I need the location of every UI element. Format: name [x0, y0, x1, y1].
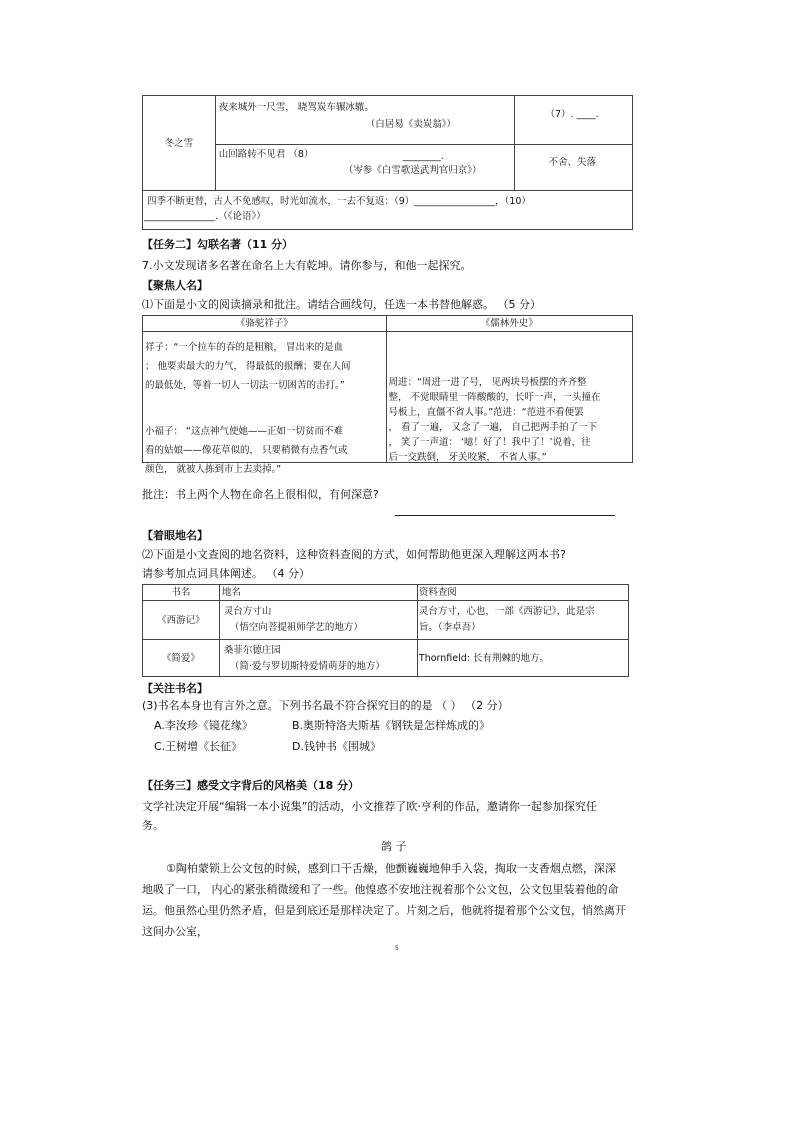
q7-text: 7.小文发现诸多名著在命名上大有乾坤。请你参与，和他一起探究。 [142, 259, 472, 272]
option-b[interactable]: B.奥斯特洛夫斯基《钢铁是怎样炼成的》 [292, 719, 491, 732]
poem-row2-cell [215, 144, 515, 190]
story-line: 地吸了一口， 内心的紧张稍微缓和了一些。他惶惑不安地注视着那个公文包，公文包里装着他的命 [142, 883, 619, 896]
option-c[interactable]: C.王树增《长征》 [154, 740, 243, 753]
place-header-place: 地名 [221, 587, 241, 598]
answer-row2-cell [515, 144, 633, 190]
q2-line2: 请参考加点词具体阐述。 （4 分） [142, 567, 310, 580]
place-row1-place [219, 601, 417, 640]
answer-line [395, 515, 615, 516]
story-line: 这间办公室， [142, 925, 208, 938]
q3-text: (3)书名本身也有言外之意。下列书名最不符合探究目的的是 （ ） （2 分） [142, 699, 509, 712]
left-p2-line: 颜色， 就被人拣到市上去卖掉。” [145, 464, 282, 475]
place-ref-line: Thornfield: 长有荆棘的地方。 [418, 653, 550, 664]
poem-row3-line1: 四季不断更替，古人不免感叹，时光如流水，一去不复返：（9）_________________，（10） [147, 196, 531, 207]
place-row2-book [143, 640, 220, 677]
poem-table [142, 95, 633, 230]
poem-row2-blank: ________. [402, 150, 444, 162]
left-p2-line: 小福子： “这点神气使她——正如一切贫而不难 [145, 426, 343, 437]
poem-row3-cell [143, 191, 633, 230]
poem-row1-source: （白居易《卖炭翁》） [365, 119, 457, 130]
place-name: 灵台方寸山 [223, 606, 272, 617]
season-label: 冬之雪 [164, 137, 194, 149]
q2-line1: ⑵下面是小文查阅的地名资料，这种资料查阅的方式，如何帮助他更深入理解这两本书? [142, 548, 566, 561]
place-h-book [143, 585, 220, 601]
place-row1-book [143, 601, 220, 640]
right-line: 整， 不觉眼睛里一阵酸酸的，长吁一声，一头撞在 [388, 392, 601, 403]
place-note: （简·爱与罗切斯特爱情萌芽的地方） [229, 661, 385, 672]
left-p1-line: ； 他要卖最大的力气， 得最低的报酬；要在人间 [145, 361, 351, 372]
book-col1-header [143, 316, 387, 332]
answer-row1: （7）. ____. [545, 109, 599, 120]
story-line: ①陶柏蒙锁上公文包的时候，感到口干舌燥，他颤巍巍地伸手入袋，掏取一支香烟点燃，深深 [166, 862, 616, 875]
left-p2-line: 看的姑娘——像花草似的， 只要稍微有点香气或 [145, 445, 348, 456]
left-para2 [145, 422, 348, 479]
poem-row2-line: 山回路转不见君 （8） [218, 148, 314, 160]
place-table [142, 584, 629, 677]
sub-place-names: 【着眼地名】 [142, 529, 208, 542]
place-row2-place [219, 640, 417, 677]
book-compare-table [142, 315, 633, 475]
book-col2-title: 《儒林外史》 [480, 318, 538, 329]
left-para1 [145, 338, 351, 395]
answer-row2: 不舍、失落 [548, 156, 596, 168]
sub-person-names: 【聚焦人名】 [142, 279, 208, 292]
place-header-ref: 资料查阅 [418, 587, 457, 598]
task3-intro-line2: 务。 [142, 819, 164, 832]
place-row2-ref [417, 640, 628, 677]
poem-row2-source: （岑参《白雪歌送武判官归京》） [343, 164, 482, 176]
book-col1-title: 《骆驼祥子》 [235, 318, 293, 329]
task3-intro-line1: 文学社决定开展“编辑一本小说集”的活动，小文推荐了欧·亨利的作品，邀请你一起参加探究任 [142, 800, 597, 813]
place-note: （悟空向菩提祖师学艺的地方） [229, 622, 363, 633]
sub-book-titles: 【关注书名】 [142, 682, 208, 695]
right-line: ， 看了一遍， 又念了一遍， 自己把两手拍了一下 [388, 422, 598, 433]
poem-row1-line: 夜来城外一尺雪， 晓驾炭车辗冰辙。 [218, 102, 374, 113]
right-line: ， 笑了一声道： ‘噫！好了！我中了！’说着，往 [388, 437, 591, 448]
right-line: 号板上，直僵不省人事。”范进：“范进不看便罢 [388, 407, 584, 418]
place-header-book: 书名 [171, 587, 191, 598]
task2-heading: 【任务二】勾联名著（11 分） [142, 238, 294, 251]
annotation-text: 批注：书上两个人物在命名上很相似，有何深意? [142, 488, 379, 501]
story-line: 运。他虽然心里仍然矛盾，但是到底还是那样决定了。片刻之后，他就将提着那个公文包，悄然离开 [142, 904, 626, 917]
book-col2-header [386, 316, 633, 332]
right-line: 周进：“周进一进了号， 见两块号板摆的齐齐整 [388, 377, 587, 388]
story-title: 鸽 子 [381, 840, 407, 853]
place-ref-line: 灵台方寸，心也，一部《西游记》，此是宗 [418, 606, 595, 617]
place-name: 桑菲尔德庄园 [223, 645, 281, 656]
place-ref-line: 旨。（李卓吾） [418, 622, 481, 633]
place-book-name: 《西游记》 [157, 614, 205, 626]
left-p1-line: 的最低处，等着一切人一切法一切困苦的击打。” [145, 380, 345, 391]
book-right-excerpt [386, 332, 633, 463]
season-cell [143, 96, 216, 191]
place-h-place [219, 585, 417, 601]
book-left-excerpt [143, 332, 387, 475]
answer-row1-cell [515, 96, 633, 145]
story-paragraph [142, 858, 642, 942]
option-a[interactable]: A.李汝珍《镜花缘》 [154, 719, 253, 732]
right-line: 后一交跌倒， 牙关咬紧， 不省人事。” [388, 452, 547, 463]
left-p1-line: 祥子：“一个拉车的吞的是粗粮， 冒出来的是血 [145, 342, 343, 353]
task3-heading: 【任务三】感受文字背后的风格美（18 分） [142, 779, 360, 792]
place-h-ref [417, 585, 628, 601]
option-d[interactable]: D.钱钟书《围城》 [292, 740, 381, 753]
place-book-name: 《简爱》 [161, 652, 200, 664]
poem-row1-cell [215, 96, 515, 145]
right-para [389, 375, 601, 465]
page-number: 5 [395, 945, 399, 952]
poem-row3-line2: _______________.（《论语》） [144, 211, 266, 222]
place-row1-ref [417, 601, 628, 640]
q1-text: ⑴下面是小文的阅读摘录和批注。请结合画线句，任选一本书替他解惑。 （5 分） [142, 298, 541, 311]
